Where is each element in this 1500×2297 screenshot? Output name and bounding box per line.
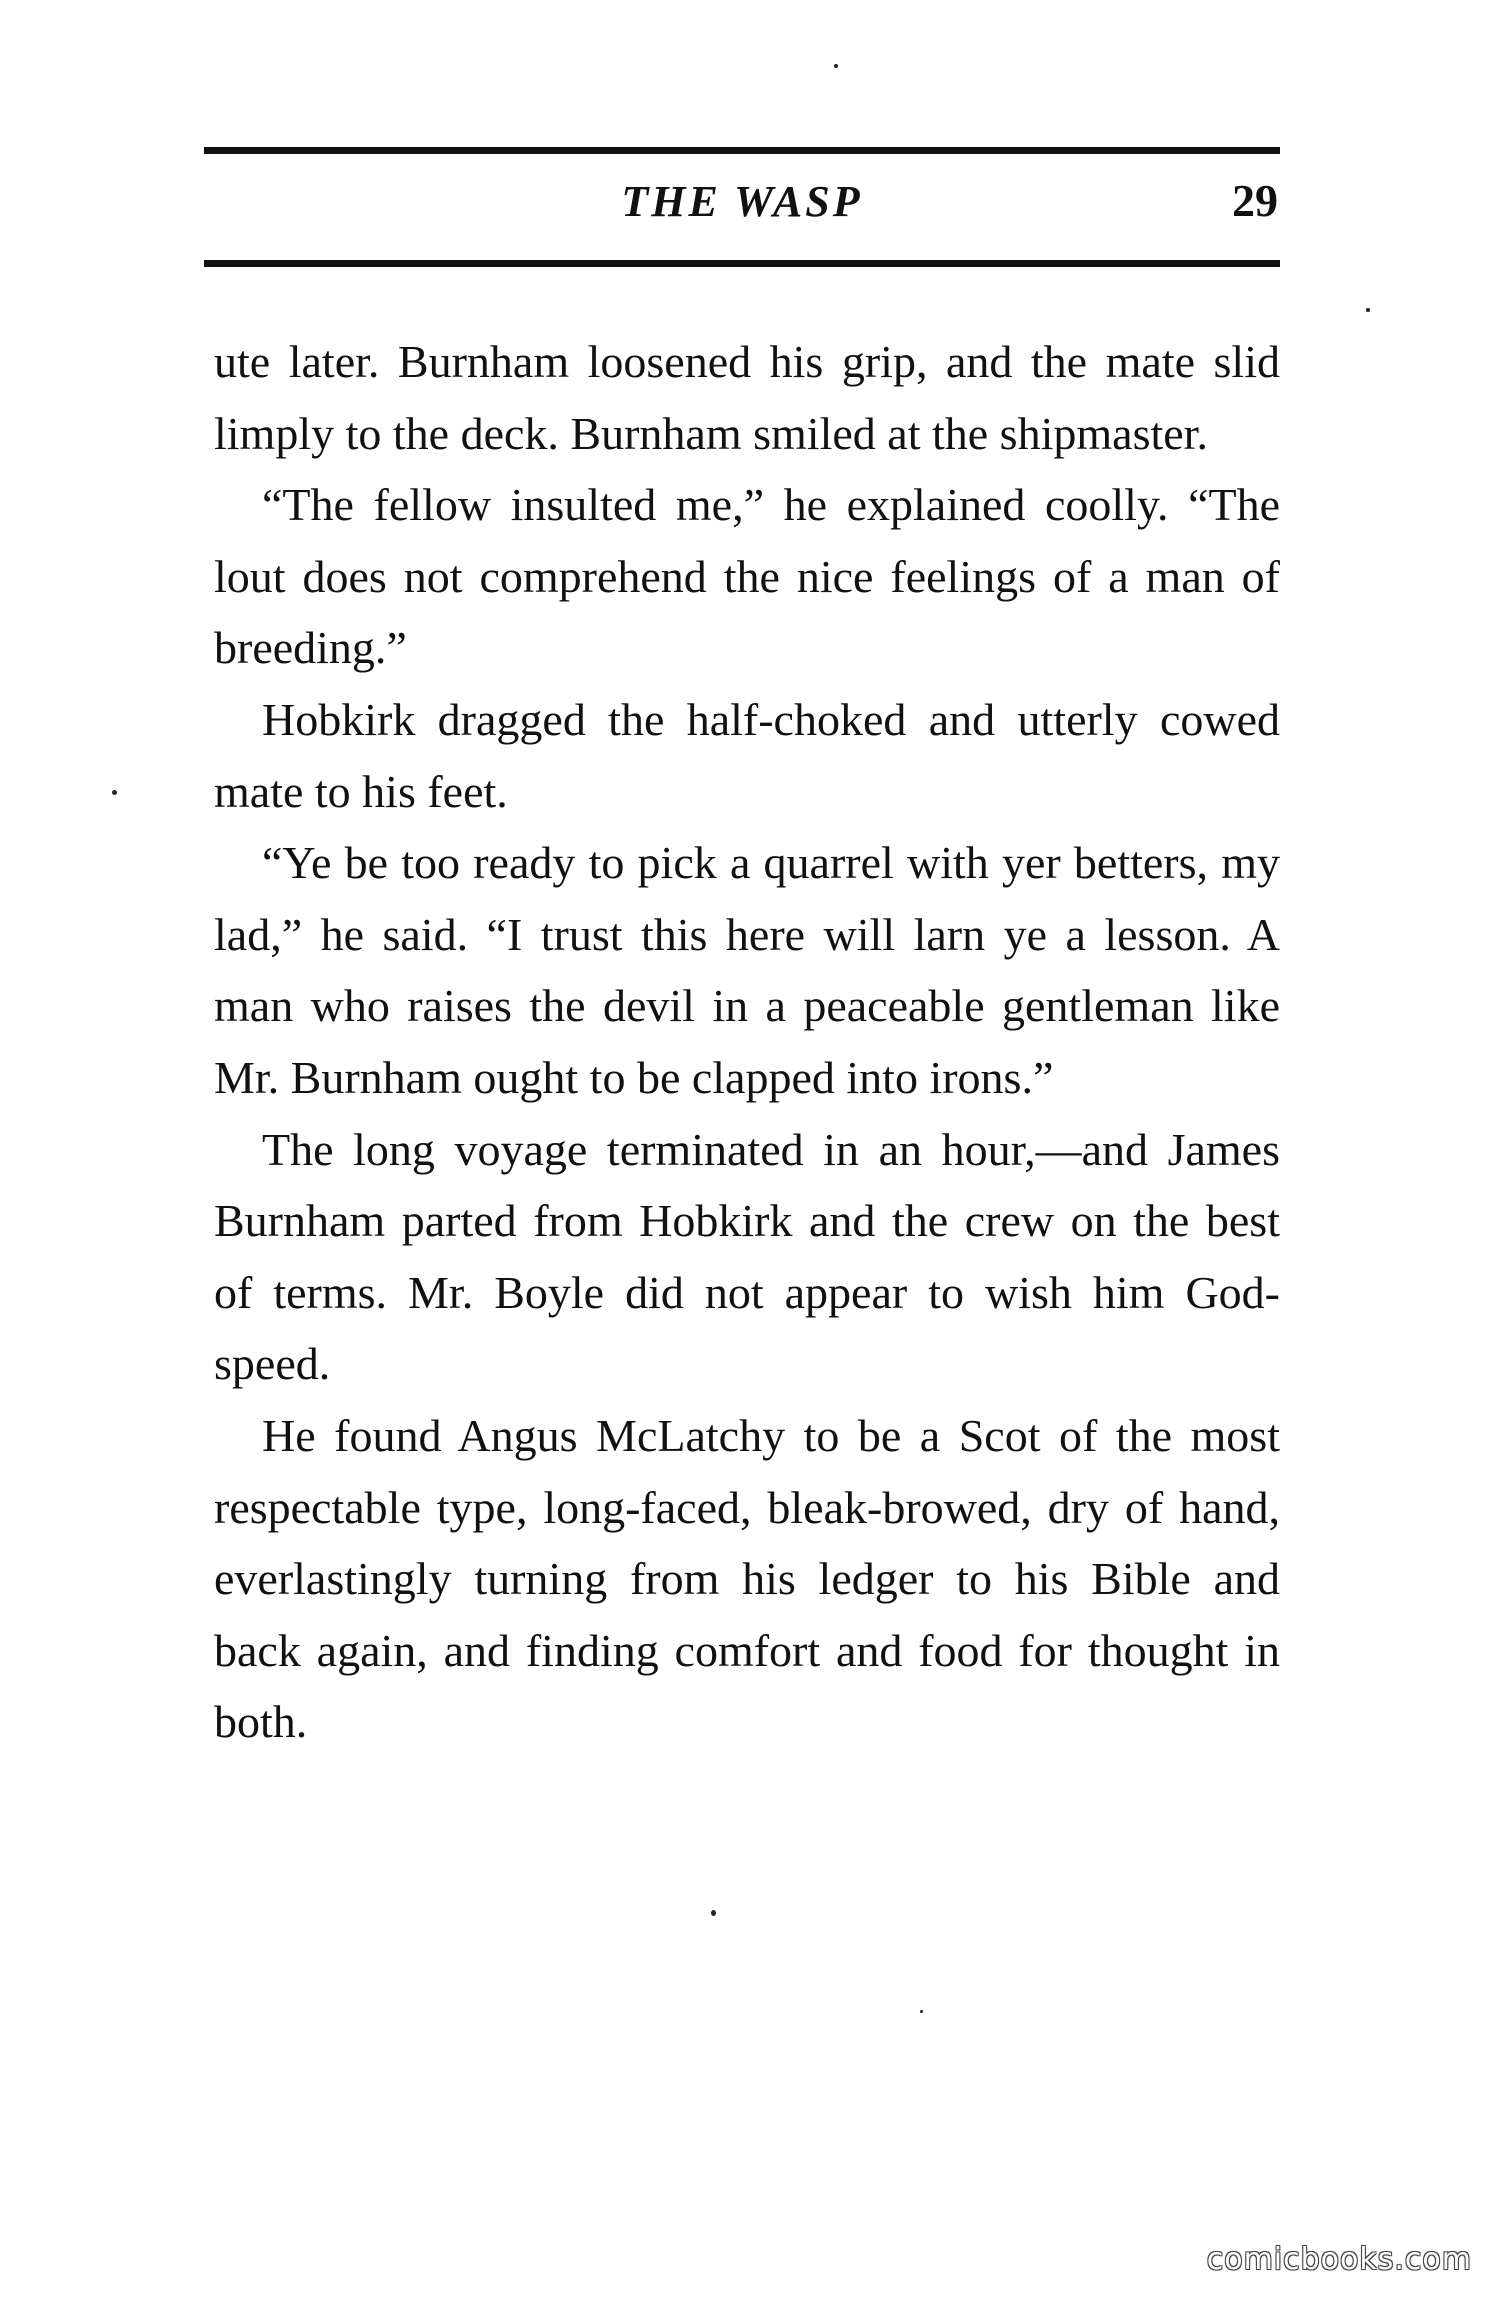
scan-speck — [834, 64, 838, 68]
page-number: 29 — [1232, 175, 1278, 226]
scan-speck — [112, 790, 117, 795]
scan-speck — [920, 2010, 923, 2013]
paragraph: Hobkirk dragged the half-choked and utterly cowed mate to his feet. — [214, 693, 1280, 817]
scan-speck — [711, 1910, 716, 1916]
paragraph: He found Angus McLatchy to be a Scot of the most respectable type, long-faced, bleak-browed, dry of hand, everlastingly turning from his ledger to his Bible and back again, and finding comfort and food for thought in both. — [214, 1409, 1280, 1748]
scan-speck — [1366, 308, 1370, 312]
paragraph: ute later. Burnham loosened his grip, and the mate slid limply to the deck. Burnham smiled at the shipmaster. — [214, 336, 1280, 459]
paragraph: “Ye be too ready to pick a quarrel with yer betters, my lad,” he said. “I trust this here will larn ye a lesson. A man who raises the devil in a peaceable gentleman like Mr. Burnham ought to be clapped into irons.” — [214, 837, 1280, 1103]
paragraph: The long voyage terminated in an hour,—and James Burnham parted from Hobkirk and the crew on the best of terms. Mr. Boyle did not appear to wish him God-speed. — [214, 1123, 1280, 1390]
paragraph: “The fellow insulted me,” he explained coolly. “The lout does not comprehend the nice feelings of a man of breeding.” — [214, 479, 1280, 674]
running-head — [204, 168, 1280, 248]
header-rule-bottom — [204, 260, 1280, 267]
watermark: comicbooks.com — [1206, 2242, 1472, 2277]
header-rule-top — [204, 147, 1280, 154]
running-title: THE WASP — [621, 177, 863, 226]
body-text — [214, 326, 1280, 1758]
